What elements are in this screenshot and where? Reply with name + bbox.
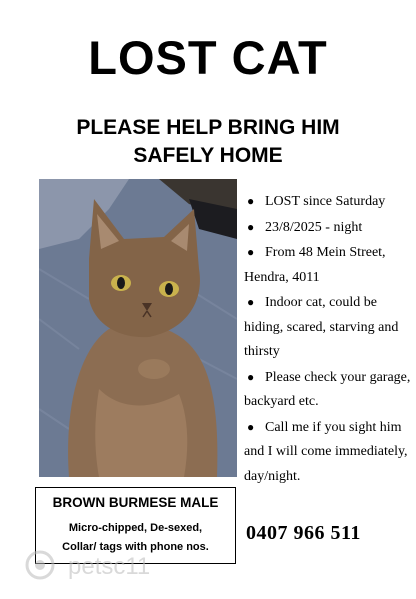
- bullet-icon: ●: [247, 194, 255, 208]
- phone-number: 0407 966 511: [246, 522, 361, 544]
- bullet-icon: ●: [247, 419, 255, 434]
- cat-photo: [39, 179, 237, 477]
- bullet-icon: ●: [247, 219, 255, 234]
- info-line-1: Micro-chipped, De-sexed,: [68, 522, 203, 534]
- poster-subtitle-line2: SAFELY HOME: [133, 144, 283, 167]
- bullet-icon: ●: [247, 295, 255, 309]
- list-item: ● Please check your garage, backyard etc.: [244, 365, 414, 415]
- watermark-text: petsc11: [68, 553, 151, 580]
- poster-title: LOST CAT: [88, 31, 328, 84]
- list-item: ● 23/8/2025 - night: [244, 215, 414, 241]
- list-item: ● From 48 Mein Street, Hendra, 4011: [244, 240, 414, 290]
- list-item: ● Indoor cat, could be hiding, scared, starving and thirsty: [244, 290, 414, 365]
- watermark-logo: [20, 545, 240, 585]
- bullet-icon: ●: [247, 245, 255, 259]
- list-item: ● LOST since Saturday: [244, 189, 414, 215]
- bullet-icon: ●: [247, 369, 255, 384]
- list-item: ● Call me if you sight him and I will come immediately, day/night.: [244, 415, 414, 490]
- info-line-2: Collar/ tags with phone nos.: [62, 541, 209, 553]
- breed-label: BROWN BURMESE MALE: [52, 495, 219, 510]
- details-list: [244, 189, 414, 489]
- poster-subtitle-line1: PLEASE HELP BRING HIM: [76, 116, 340, 139]
